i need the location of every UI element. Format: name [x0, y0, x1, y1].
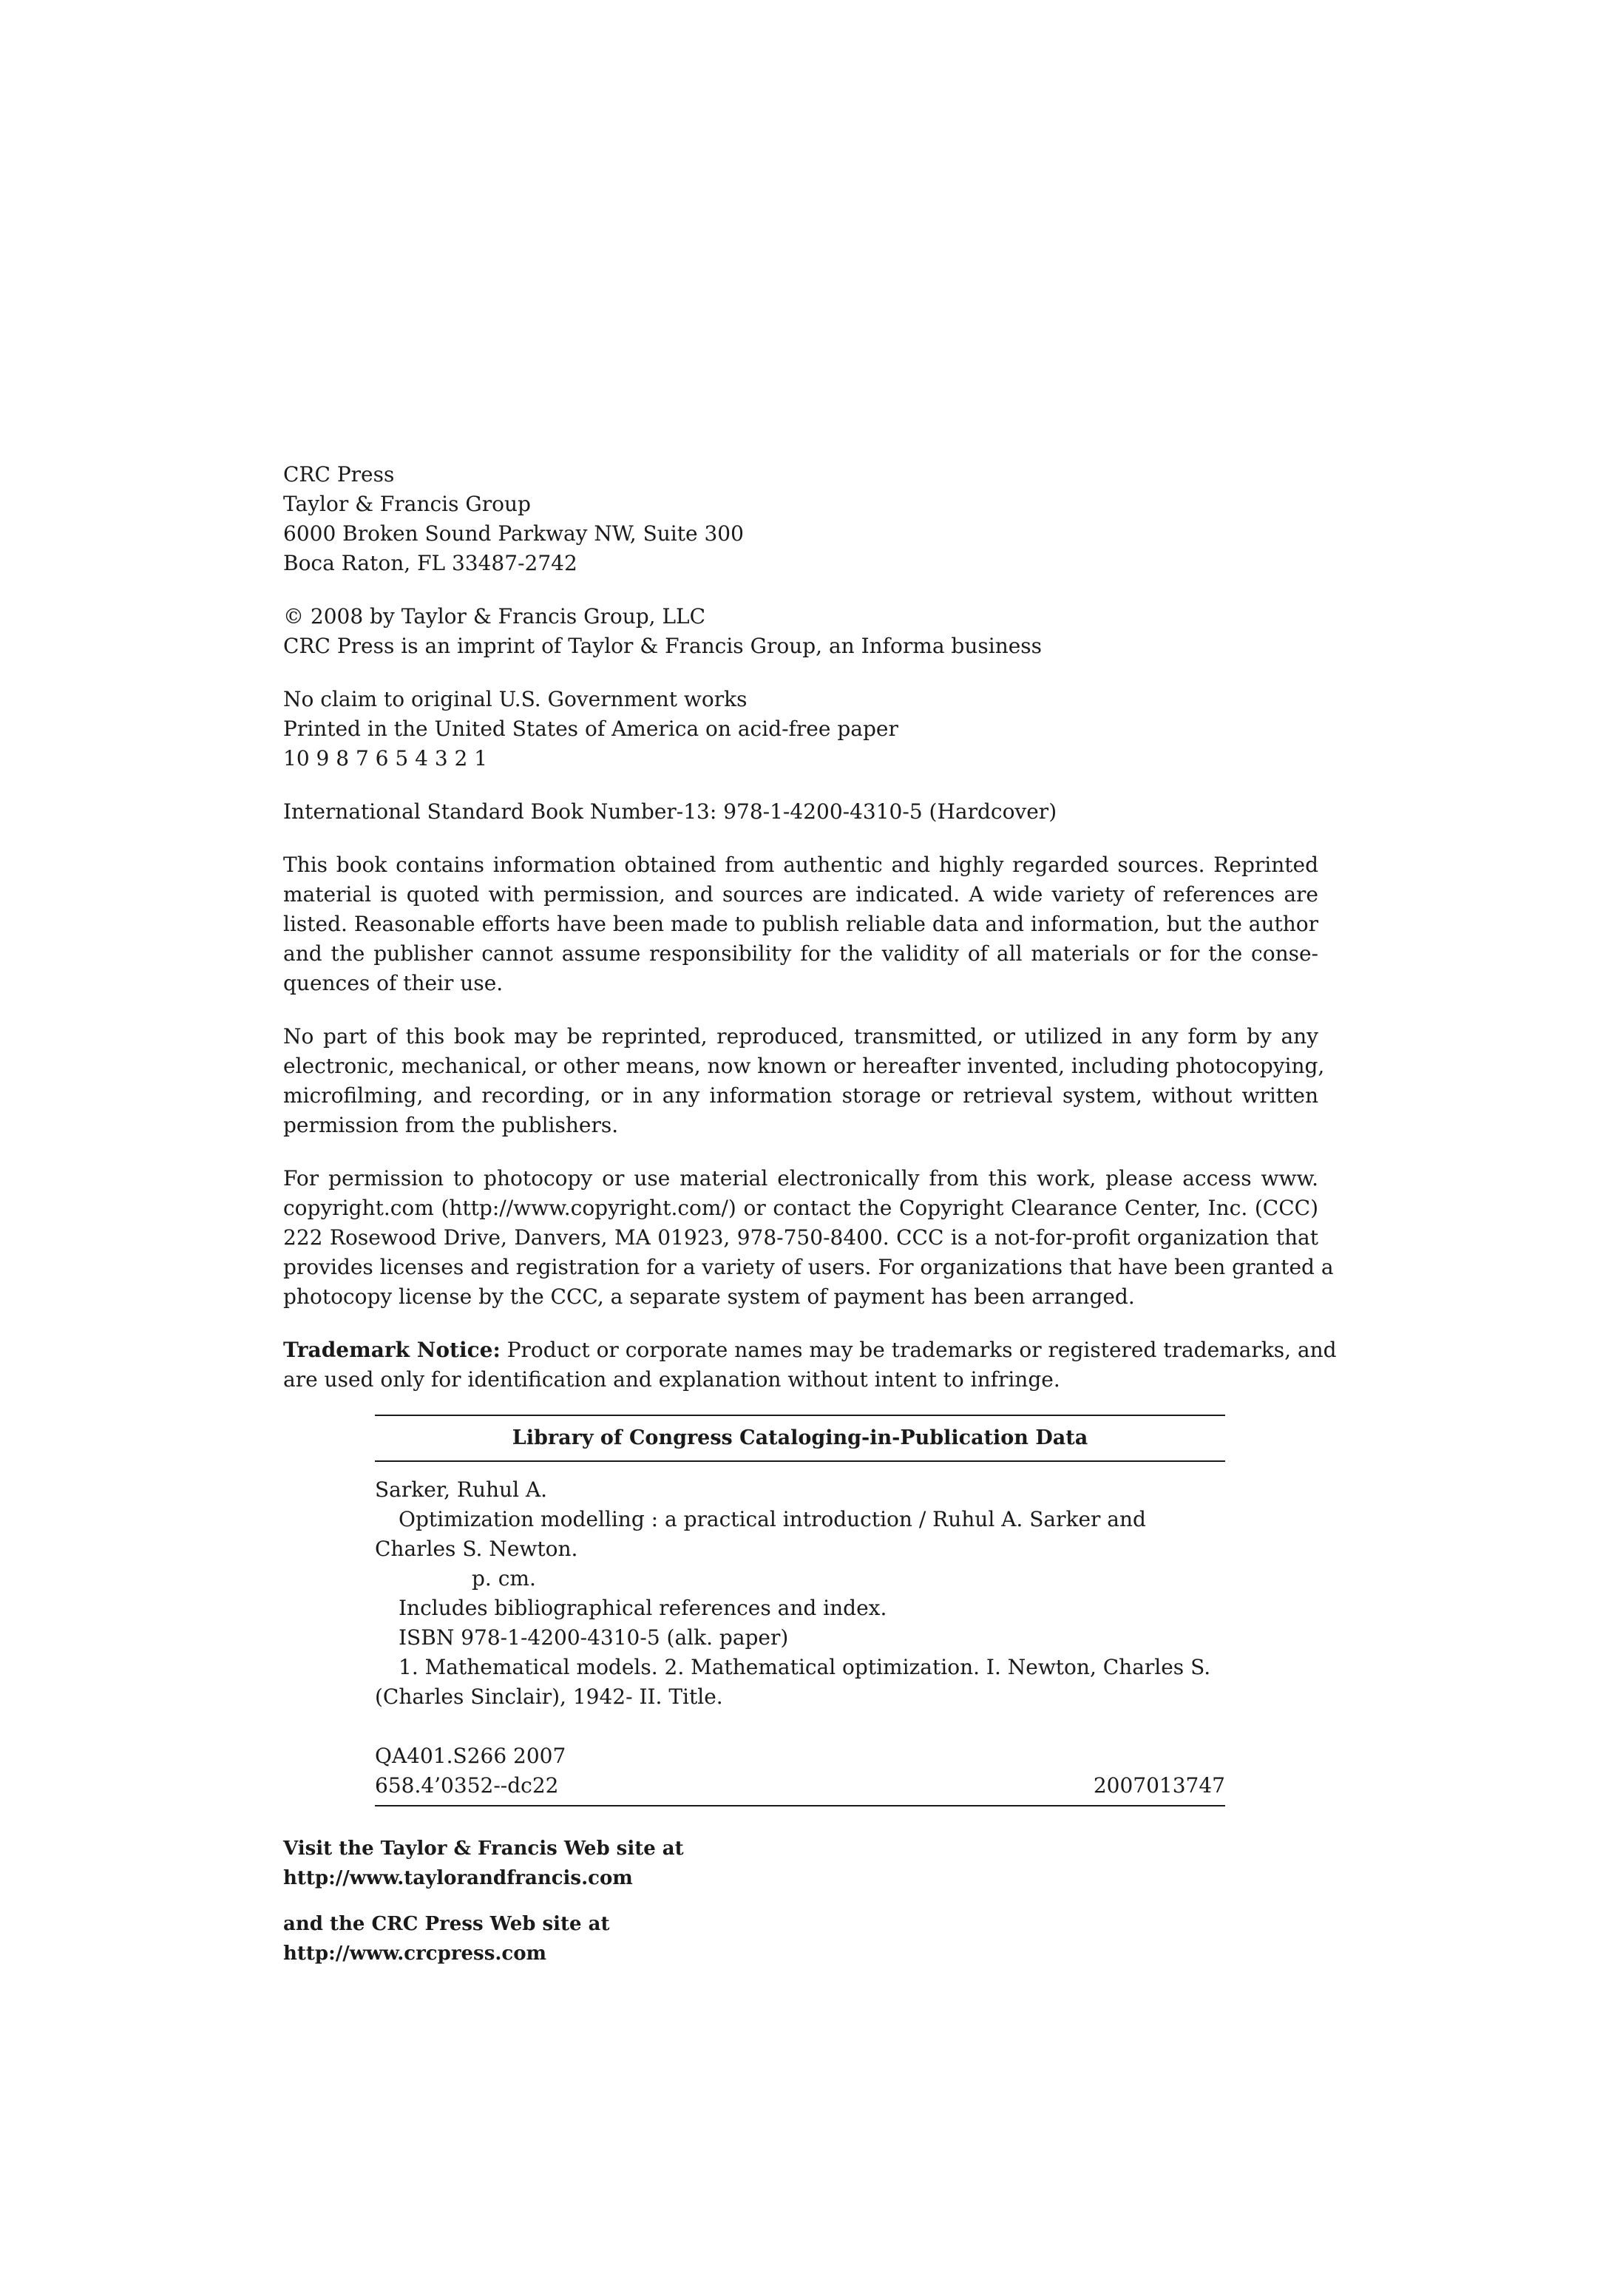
cip-lccn: 2007013747 — [1093, 1773, 1225, 1798]
publisher-group: Taylor & Francis Group — [283, 492, 531, 516]
trademark-paragraph — [283, 1335, 1337, 1395]
cip-author: Sarker, Ruhul A. — [375, 1477, 548, 1502]
trademark-text: Product or corporate names may be trademarks or registered trademarks, and — [500, 1338, 1337, 1362]
cataloging-in-publication-block — [375, 1415, 1225, 1806]
cip-classification-row — [375, 1771, 1225, 1801]
isbn-statement — [283, 797, 1318, 827]
paragraph-line: quences of their use. — [283, 971, 504, 995]
paragraph-line — [283, 1335, 1337, 1365]
imprint-line: CRC Press is an imprint of Taylor & Francis Group, an Informa business — [283, 634, 1043, 658]
paragraph-line: No part of this book may be reprinted, reproduced, transmitted, or utilized in any form by any — [283, 1024, 1318, 1049]
publisher-name: CRC Press — [283, 462, 395, 487]
cip-isbn: ISBN 978-1-4200-4310-5 (alk. paper) — [399, 1625, 789, 1650]
copyright-notice — [283, 602, 1318, 661]
paragraph-line: 222 Rosewood Drive, Danvers, MA 01923, 978-750-8400. CCC is a not-for-profit organization that — [283, 1225, 1318, 1250]
paragraph-line: provides licenses and registration for a variety of users. For organizations that have been granted a — [283, 1255, 1334, 1279]
paragraph-line: photocopy license by the CCC, a separate system of payment has been arranged. — [283, 1284, 1135, 1309]
paragraph-line: electronic, mechanical, or other means, now known or hereafter invented, including photocopying, — [283, 1054, 1325, 1078]
tf-website-url[interactable]: http://www.taylorandfrancis.com — [283, 1867, 633, 1889]
cip-title-line1: Optimization modelling : a practical introduction / Ruhul A. Sarker and — [399, 1507, 1146, 1531]
cip-body — [375, 1462, 1225, 1805]
paragraph-line: copyright.com (http://www.copyright.com/) or contact the Copyright Clearance Center, Inc. (CCC) — [283, 1196, 1318, 1220]
paragraph-line: permission from the publishers. — [283, 1113, 619, 1137]
website-footer — [283, 1834, 684, 1968]
paragraph-line: are used only for identification and explanation without intent to infringe. — [283, 1367, 1060, 1392]
paragraph-line: microfilming, and recording, or in any information storage or retrieval system, without written — [283, 1083, 1318, 1108]
permission-paragraph — [283, 1164, 1334, 1312]
publisher-address-line1: 6000 Broken Sound Parkway NW, Suite 300 — [283, 521, 744, 546]
cip-subjects-line2: (Charles Sinclair), 1942- II. Title. — [375, 1684, 723, 1709]
reproduction-paragraph — [283, 1022, 1325, 1140]
paragraph-line: material is quoted with permission, and sources are indicated. A wide variety of references are — [283, 882, 1318, 907]
paragraph-line: listed. Reasonable efforts have been made to publish reliable data and information, but the author — [283, 912, 1318, 936]
cip-lc-class: QA401.S266 2007 — [375, 1744, 566, 1768]
copyright-line: © 2008 by Taylor & Francis Group, LLC — [283, 604, 706, 629]
publisher-address — [283, 460, 1318, 578]
printed-in-line: Printed in the United States of America on acid-free paper — [283, 717, 898, 741]
printing-number-line: 10 9 8 7 6 5 4 3 2 1 — [283, 746, 488, 771]
printing-info — [283, 685, 1318, 773]
paragraph-line: This book contains information obtained from authentic and highly regarded sources. Reprinted — [283, 853, 1318, 877]
tf-website-label: Visit the Taylor & Francis Web site at — [283, 1838, 684, 1860]
cip-subjects-line1: 1. Mathematical models. 2. Mathematical optimization. I. Newton, Charles S. — [399, 1655, 1211, 1679]
crc-website-label: and the CRC Press Web site at — [283, 1913, 610, 1935]
cip-title-line2: Charles S. Newton. — [375, 1537, 578, 1561]
main-text-column — [283, 460, 1337, 1395]
isbn-line: International Standard Book Number-13: 978-1-4200-4310-5 (Hardcover) — [283, 799, 1057, 824]
cip-bottom-rule — [375, 1805, 1225, 1806]
paragraph-line: and the publisher cannot assume responsibility for the validity of all materials or for the conse- — [283, 941, 1318, 966]
cip-dewey: 658.4’0352--dc22 — [375, 1773, 559, 1798]
paragraph-line: For permission to photocopy or use material electronically from this work, please access www. — [283, 1166, 1318, 1191]
crc-website-url[interactable]: http://www.crcpress.com — [283, 1943, 547, 1965]
publisher-address-line2: Boca Raton, FL 33487-2742 — [283, 551, 577, 575]
trademark-label: Trademark Notice: — [283, 1338, 501, 1362]
sources-paragraph — [283, 850, 1318, 998]
government-claim: No claim to original U.S. Government works — [283, 687, 748, 711]
cip-title: Library of Congress Cataloging-in-Publication Data — [512, 1426, 1088, 1449]
cip-pcm: p. cm. — [472, 1566, 536, 1591]
cip-includes: Includes bibliographical references and index. — [399, 1596, 887, 1620]
